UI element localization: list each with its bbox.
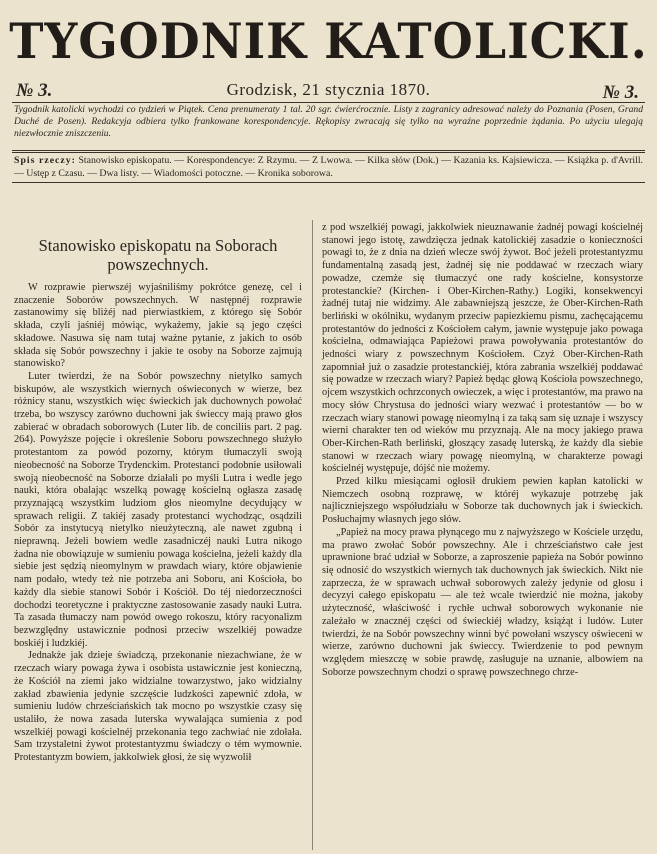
issue-number-right: № 3.	[602, 82, 639, 103]
dateline	[0, 80, 657, 102]
paragraph: W rozprawie pierwszéj wyjaśniliśmy pokrótce genezę, cel i znaczenie Soborów powszechnych. W następnéj rozprawie zastanowimy się bliżéj nad pierwiastkiem, z którego się Sobór składa, czyli jaśniéj mówiąc, wykażemy, jakie są jego części składowe. Nasuwa się nam tutaj ważne pytanie, z jakich to osób składa się Sobór powszechny i jakie te osoby na Soborze zajmują stanowisko?	[14, 282, 302, 370]
masthead-title: TYGODNIK KATOLICKI.	[9, 12, 648, 70]
divider-notice-double	[12, 152, 645, 153]
contents-lead: Spis rzeczy:	[14, 155, 76, 166]
paragraph: „Papież na mocy prawa płynącego mu z najwyższego w Kościele urzędu, ma prawo zwołać Sobór powszechny. Ale i chrześciaństwo całe jest uprawnione brać udział w Soborze, a zaproszenie papieża na Sobór powinno się odnosić do wszystkich wiernych tak duchownych jak świeckich. Nikt nie zaprzecza, że w sprawach uchwał soborowych zależy jedynie od głosu i decyzyi całego episkopatu — ale też wcale twierdzić nie można, jakoby użyteczność, właściwość i rychłe uchwał soborowych wykonanie nie zależało w znacznéj części od świeckiéj władzy, książąt i ludów. Luter twierdzi, że na Sobór powszechny winni być powołani wszyscy oświeceni w wierze, zarówno duchowni jak świeccy. Twierdzenie to pod pewnym względem mieszczę w sobie prawdę, zasługuje na uznanie, albowiem na Soborze powszechnym chodzi o sprawę powszechnego chrze-	[322, 526, 643, 678]
divider-notice	[12, 150, 645, 151]
table-of-contents	[14, 155, 643, 180]
article-right-column	[322, 222, 643, 679]
article-left-column	[14, 222, 302, 765]
divider-top	[12, 102, 645, 103]
place-date: Grodzisk, 21 stycznia 1870.	[226, 80, 431, 99]
paragraph: z pod wszelkiéj powagi, jakkolwiek nieuznawanie żadnéj powagi kościelnéj stanowi jego istotę, zawdzięcza jednak katolickiéj zasadzie o konieczności powagi to, że z dnia na dzień wlecze swój żywot. Boć jeżeli protestantyzmu fundamentalną zasadą jest, żadnéj się nie poddawać w rzeczach wiary powadze, czemże się tłumaczyć one rady kościelne, konsystorze protestanckie? (Kirchen- i Ober-Kirchen-Rathy.) Logiki, konsekwencyi żadnéj tutaj nie widzimy. Ale zabawniejszą jeszcze, że Ober-Kirchen-Rath berliński w okólniku, wydanym przeciw papiezkiemu pismu, zachęcającemu protestantów do jedności z Kościołem całym, jawnie występuje jako powaga kościelna, odmawiająca Papieżowi prawa powoływania protestantów do jedności wiary z powszechnym Kościołem. Czyż Ober-Kirchen-Rath zapomniał już o zasadzie protestanckiéj, która zabrania wszelkiéj poddawać się powadze w rzeczach wiary? Papież będąc głową Kościoła powszechnego, ojcem wszystkich ochrzconych owieczek, a więc i protestantów, ma prawo na mocy słów Chrystusa do jedności wiary wezwać i protestantów — bo w rzeczach wiary stanowi powagę nieomylną i za taką sam się uznaje i wszyscy wierni charakter ten od wieków mu przyznają. Ale na mocy jakiego prawa Ober-Kirchen-Rath berliński, głoszący zasadę luterską, że każdy dla siebie stanowi w rzeczach wiary powagę nieomylną, w charakterze powagi kościelnéj występuje, dójść nie możemy.	[322, 222, 643, 475]
column-divider	[312, 220, 313, 850]
contents-text: Stanowisko episkopatu. — Korespondencye: Z Rzymu. — Z Lwowa. — Kilka słów (Dok.) — Kazania ks. Kajsiewicza. — Książka p. d'Avrill. — Ustęp z Czasu. — Dwa listy. — Wiadomości potoczne. — Kronika soborowa.	[14, 155, 643, 179]
subscription-notice: Tygodnik katolicki wychodzi co tydzień w Piątek. Cena prenumeraty 1 tal. 20 sgr. ćwierćrocznie. Listy z zagranicy adresować należy do Poznania (Posen, Grand Duché de Posen). Redakcyja odbiera tylko frankowane korespondencyje. Rękopisy zwracają się tylko na wyraźne poprzednie żądania. Po użyciu ulegają niezwłocznie zniszczeniu.	[14, 104, 643, 139]
paragraph: Jednakże jak dzieje świadczą, przekonanie niezachwiane, że w rzeczach wiary powaga żywa i osobista ustawicznie jest konieczną, że Kościół na ziemi jako widzialne towarzystwo, jako widzialny zakład zbawienia jedynie szczęście ludzkości zapewnić zdoła, w sumieniu ludów chrześciańskich tak mocno po wszystkie czasy się ustaliło, że nowa zasada luterska wywalająca sumienia z pod wszelkiéj powagi kościelnéj przekonania tego zachwiać nie zdołała. Sam trzystaletni żywot protestantyzmu świadczy o tém wymownie. Protestantyzm bowiem, jakkolwiek głosi, że się wyzwolił	[14, 650, 302, 764]
article-headline: Stanowisko episkopatu na Soborach powszechnych.	[38, 236, 278, 274]
divider-contents	[12, 182, 645, 183]
paragraph: Luter twierdzi, że na Sobór powszechny nietylko samych biskupów, ale wszystkich wiernych oświeconych w wierze, bez różnicy stanu, wszystkich więc świeckich jak duchownych powołać trzeba, bo wszyscy zarówno duchowni jak świeccy mają prawo głos zabierać w obradach soborowych (Luter lib. de conciliis part. 2 pag. 264). Powyższe pojęcie i określenie Soboru powszechnego służyło protestantom za powód pozorny, którym tłumaczyli swoją nieobecność na Soborze Trydenckim. Protestanci podobnie usiłowali swoją nieobecność na Soborze działali po myśli Lutra i wedle jego nauki, która obalając wszelką powagę kościelną ogłasza zasadę przyznającą wszystkim ludziom głos nieomylne decydujący w sprawach religii. Z takiéj zasady protestanci wychodząc, osądzili Sobór za instytucyą nietylko nieużyteczną, ale nawet zgubną i nieprawną. Jeżeli bowiem wedle zasadniczéj nauki Lutra nikogo żadna nie obowiązuje w sumieniu powaga kościelna, jeżeli każdy dla siebie jest sędzią nieomylnym w prawdach wiary, które objawienie nam podało, wtedy też nie potrzeba ani Soboru, ani Kościoła, bo każdy dla siebie stanowi Sobór i Kościół. Do téj niedorzeczności dochodzi teoretyczne i praktyczne zastosowanie zasady nauki Lutra. Ta zasada tłumaczy nam powód owego rokoszu, który racyonalizm bezwzględny ustawicznie podnosi przeciw wszelkiéj powadze boskiéj i ludzkiéj.	[14, 370, 302, 649]
paragraph: Przed kilku miesiącami ogłosił drukiem pewien kapłan katolicki w Niemczech osobną rozprawę, w któréj wykazuje potrzebę jak najliczniejszego współudziału w Soborze tak duchownych jak i świeckich. Posłuchajmy własnych jego słów.	[322, 476, 643, 526]
issue-number-left: № 3.	[16, 80, 53, 101]
